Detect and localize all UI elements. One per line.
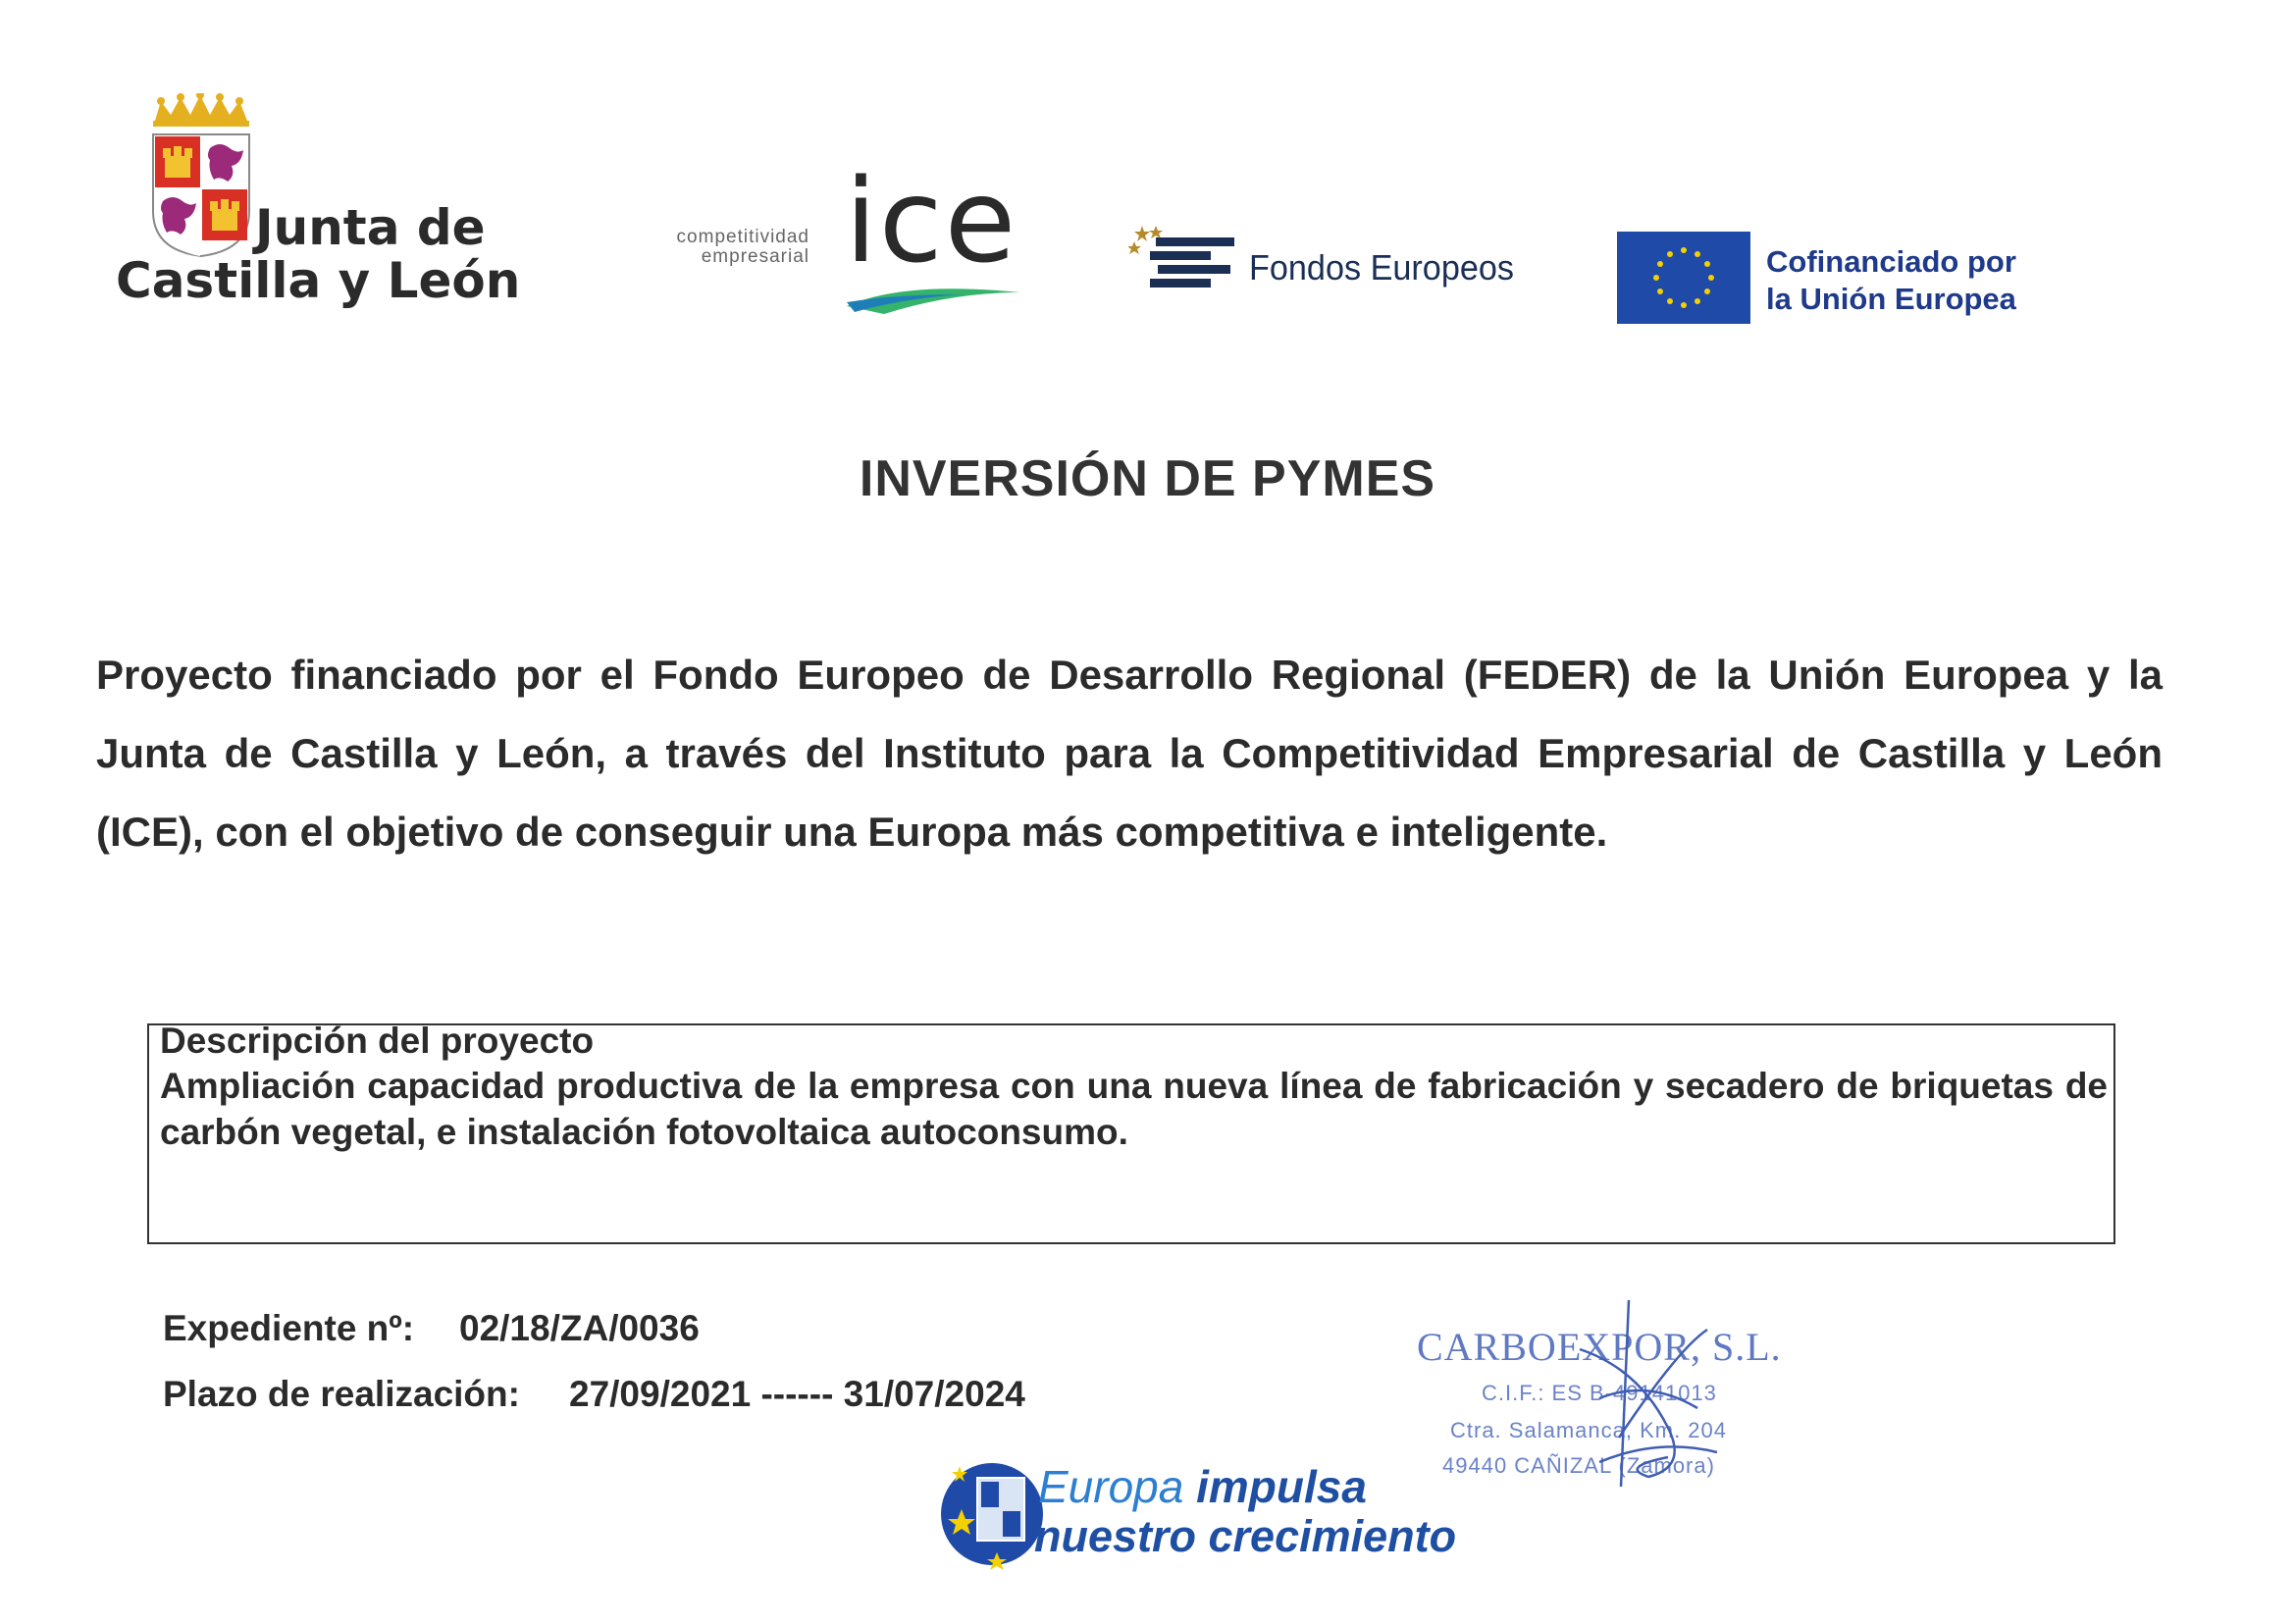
eu-logo-line1: Cofinanciado por — [1766, 244, 2016, 279]
ice-swoosh-icon — [845, 273, 1021, 322]
expediente-value: 02/18/ZA/0036 — [459, 1308, 700, 1348]
eu-logo-line2: la Unión Europea — [1766, 282, 2016, 316]
junta-castilla-leon-logo — [108, 93, 521, 319]
eu-logo-text — [1766, 243, 2016, 318]
description-text: Ampliación capacidad productiva de la empresa con una nueva línea de fabricación y secadero de briquetas de carbón vegetal, e instalación fotovoltaica autoconsumo. — [160, 1066, 2108, 1152]
eu-flag-icon — [1617, 232, 1750, 324]
ice-logo-small-line1: competitividad — [676, 227, 809, 247]
stamp-cif: C.I.F.: ES B-49141013 — [1482, 1381, 1717, 1405]
fondos-europeos-logo — [1126, 224, 1519, 312]
stamp-city: 49440 CAÑIZAL (Zamora) — [1442, 1453, 1715, 1478]
fondos-europeos-icon — [1128, 224, 1236, 302]
signature-icon — [1560, 1290, 1756, 1516]
europa-word: Europa — [1038, 1461, 1184, 1512]
ice-logo — [613, 153, 1018, 324]
junta-logo-line1: Junta de — [255, 199, 486, 256]
description-heading: Descripción del proyecto — [160, 1021, 595, 1061]
ice-logo-small-line2: empresarial — [701, 246, 809, 267]
ice-logo-name: ice — [845, 153, 1018, 288]
europa-emblem-icon — [938, 1450, 1046, 1578]
eu-cofinanced-logo — [1617, 232, 2049, 326]
expediente-label: Expediente nº: — [163, 1308, 415, 1348]
coat-of-arms-icon — [147, 93, 265, 260]
fondos-europeos-text: Fondos Europeos — [1249, 247, 1514, 288]
stamp-address: Ctra. Salamanca, Km. 204 — [1450, 1418, 1728, 1442]
europa-logo-line1 — [1038, 1460, 1367, 1513]
europa-logo-line2: nuestro crecimiento — [1034, 1511, 1457, 1561]
page-title: INVERSIÓN DE PYMES — [859, 450, 1436, 507]
company-stamp — [1413, 1290, 1805, 1516]
europa-impulsa-logo — [938, 1450, 1468, 1578]
intro-paragraph: Proyecto financiado por el Fondo Europeo de Desarrollo Regional (FEDER) de la Unión Europea y la Junta de Castilla y León, a través del Instituto para la Competitividad Empresarial de Castilla y León (ICE), con el objetivo de conseguir una Europa más competitiva e inteligente. — [96, 652, 2163, 855]
impulsa-word: impulsa — [1196, 1461, 1367, 1512]
plazo-label: Plazo de realización: — [163, 1374, 520, 1414]
stamp-company-name: CARBOEXPOR, S.L. — [1417, 1325, 1782, 1369]
plazo-value: 27/09/2021 ------ 31/07/2024 — [569, 1374, 1025, 1414]
junta-logo-line2: Castilla y León — [116, 252, 521, 309]
